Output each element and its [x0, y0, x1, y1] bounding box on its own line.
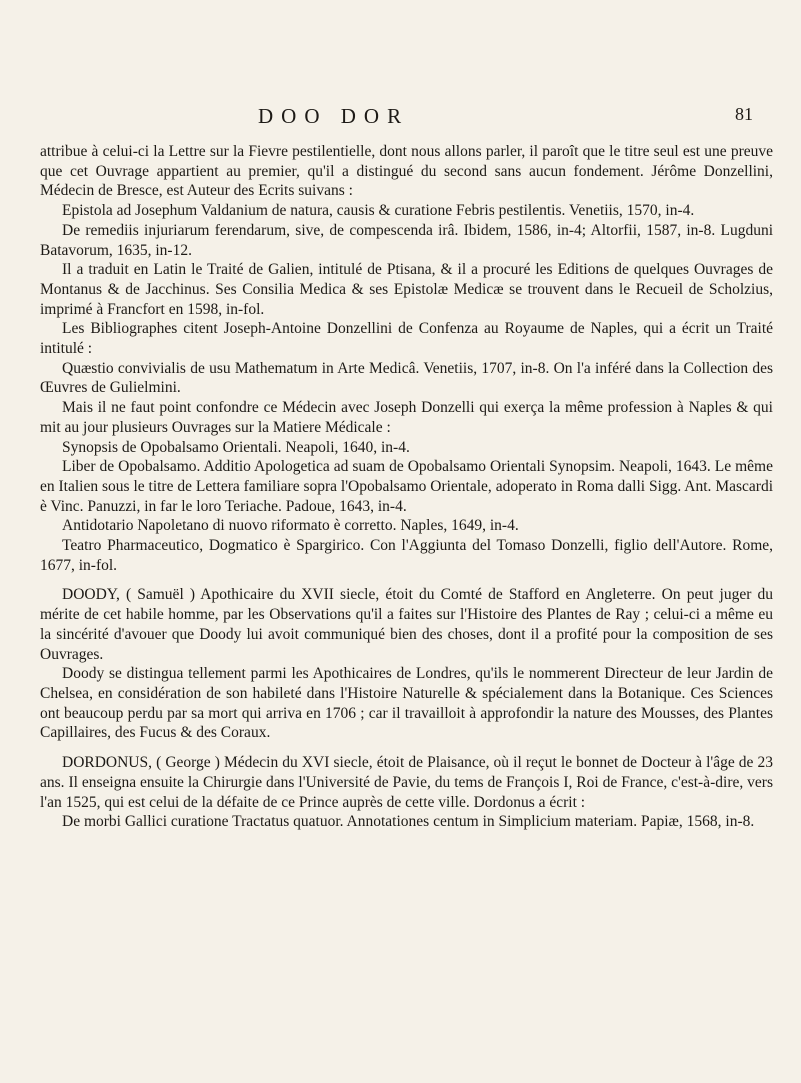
page-body: [40, 142, 773, 832]
work-entry-de-morbi-gallici: De morbi Gallici curatione Tractatus quatuor. Annotationes centum in Simplicium materiam. Papiæ, 1568, in-8.: [62, 813, 755, 831]
work-entry-antidotario: Antidotario Napoletano di nuovo riformato è corretto. Naples, 1649, in-4.: [62, 517, 519, 535]
paragraph-joseph-antoine: Les Bibliographes citent Joseph-Antoine Donzellini de Confenza au Royaume de Naples, qui a écrit un Traité intitulé :: [40, 320, 773, 358]
page-number: 81: [735, 104, 753, 124]
work-entry-synopsis: Synopsis de Opobalsamo Orientali. Neapoli, 1640, in-4.: [62, 438, 410, 456]
entry-dordonus: DORDONUS, ( George ) Médecin du XVI siecle, étoit de Plaisance, où il reçut le bonnet de Docteur à l'âge de 23 ans. Il enseigna ensuite la Chirurgie dans l'Université de Pavie, du tems de François I, Roi de France, c'est-à-dire, vers l'an 1525, qui est celui de la défaite de ce Prince auprès de cette ville. Dordonus a écrit :: [40, 754, 773, 811]
paragraph-joseph-donzelli: Mais il ne faut point confondre ce Médecin avec Joseph Donzelli qui exerça la même profession à Naples & qui mit au jour plusieurs Ouvrages sur la Matiere Médicale :: [40, 399, 773, 436]
paragraph-doody-career: Doody se distingua tellement parmi les Apothicaires de Londres, qu'ils le nommerent Directeur de leur Jardin de Chelsea, en considération de son habileté dans l'Histoire Naturelle & spécialement dans la Botanique. Ces Sciences ont beaucoup perdu par sa mort qui arriva en 1706 ; car il travailloit à approfondir la nature des Mousses, des Plantes Capillaires, des Fucus & des Coraux.: [40, 665, 773, 742]
work-entry-epistola: Epistola ad Josephum Valdanium de natura, causis & curatione Febris pestilentis. Venetiis, 1570, in-4.: [62, 202, 695, 220]
page-header: [0, 104, 801, 134]
work-entry-de-remediis: De remediis injuriarum ferendarum, sive, de compescenda irâ. Ibidem, 1586, in-4; Altorfii, 1587, in-8. Lugduni Batavorum, 1635, in-12.: [40, 221, 773, 259]
work-entry-liber-opobalsamo: Liber de Opobalsamo. Additio Apologetica ad suam de Opobalsamo Orientali Synopsim. Neapoli, 1643. Le même en Italien sous le titre de Lettera familiare sopra l'Opobalsamo Orientale, adoperato in Roma dalli Sigg. Ant. Mascardi è Vinc. Panuzzi, in far le loro Teriache. Padoue, 1643, in-4.: [40, 458, 773, 515]
paragraph-donzellini-intro: attribue à celui-ci la Lettre sur la Fievre pestilentielle, dont nous allons parler, il paroît que le titre seul est une preuve que cet Ouvrage appartient au premier, qu'il a distingué du second sans aucun fondement. Jérôme Donzellini, Médecin de Bresce, est Auteur des Ecrits suivans :: [40, 143, 773, 200]
entry-doody: DOODY, ( Samuël ) Apothicaire du XVII siecle, étoit du Comté de Stafford en Angleterre. On peut juger du mérite de cet habile homme, par les Observations qu'il a faites sur l'Histoire des Plantes de Ray ; celui-ci a même eu la sincérité d'avouer que Doody lui avoit communiqué bien des choses, dont il a profité pour la composition de ses Ouvrages.: [40, 586, 773, 663]
section-gap: [40, 743, 773, 753]
running-head: DOO DOR: [258, 104, 410, 128]
work-entry-quaestio: Quæstio convivialis de usu Mathematum in Arte Medicâ. Venetiis, 1707, in-8. On l'a inféré dans la Collection des Œuvres de Gulielmini.: [40, 359, 773, 397]
paragraph-translations: Il a traduit en Latin le Traité de Galien, intitulé de Ptisana, & il a procuré les Editions de quelques Ouvrages de Montanus & de Jacchinus. Ses Consilia Medica & ses Epistolæ Medicæ se trouvent dans le Recueil de Scholzius, imprimé à Francfort en 1598, in-fol.: [40, 261, 773, 318]
work-entry-teatro: Teatro Pharmaceutico, Dogmatico è Spargirico. Con l'Aggiunta del Tomaso Donzelli, figlio dell'Autore. Rome, 1677, in-fol.: [40, 537, 773, 574]
section-gap: [40, 575, 773, 585]
